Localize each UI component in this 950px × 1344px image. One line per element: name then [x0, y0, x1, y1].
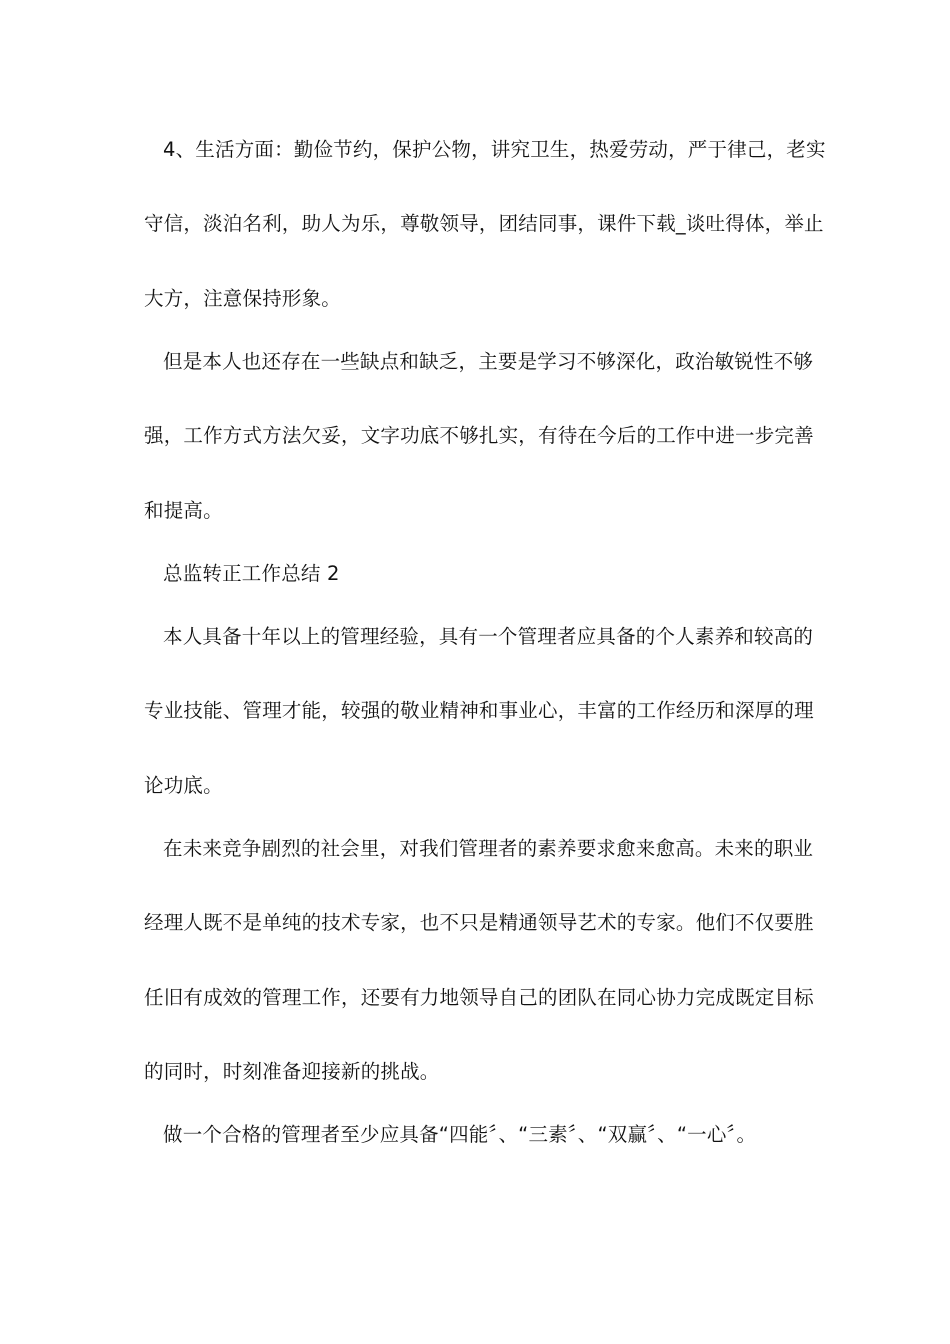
paragraph-line: 大方，注意保持形象。 — [144, 287, 342, 310]
paragraph-line: 的同时，时刻准备迎接新的挑战。 — [144, 1060, 440, 1083]
paragraph-line: 但是本人也还存在一些缺点和缺乏，主要是学习不够深化，政治敏锐性不够 — [163, 350, 814, 373]
paragraph-line: 任旧有成效的管理工作，还要有力地领导自己的团队在同心协力完成既定目标 — [144, 986, 814, 1009]
paragraph-line: 在未来竞争剧烈的社会里，对我们管理者的素养要求愈来愈高。未来的职业 — [163, 837, 814, 860]
section-heading: 总监转正工作总结 2 — [163, 562, 340, 585]
paragraph-line: 做一个合格的管理者至少应具备“四能〞、“三素〞、“双赢〞、“一心〞。 — [163, 1123, 757, 1146]
paragraph-line: 经理人既不是单纯的技术专家，也不只是精通领导艺术的专家。他们不仅要胜 — [144, 911, 814, 934]
paragraph-line: 论功底。 — [144, 774, 223, 797]
paragraph-line: 守信，淡泊名利，助人为乐，尊敬领导，团结同事，课件下载_谈吐得体，举止 — [144, 212, 824, 235]
paragraph-line: 专业技能、管理才能，较强的敬业精神和事业心，丰富的工作经历和深厚的理 — [144, 699, 814, 722]
paragraph-line: 本人具备十年以上的管理经验，具有一个管理者应具备的个人素养和较高的 — [163, 625, 814, 648]
paragraph-line: 强，工作方式方法欠妥，文字功底不够扎实，有待在今后的工作中进一步完善 — [144, 424, 814, 447]
paragraph-line: 和提高。 — [144, 499, 223, 522]
paragraph-line: 4、生活方面：勤俭节约，保护公物，讲究卫生，热爱劳动，严于律己，老实 — [163, 138, 826, 161]
